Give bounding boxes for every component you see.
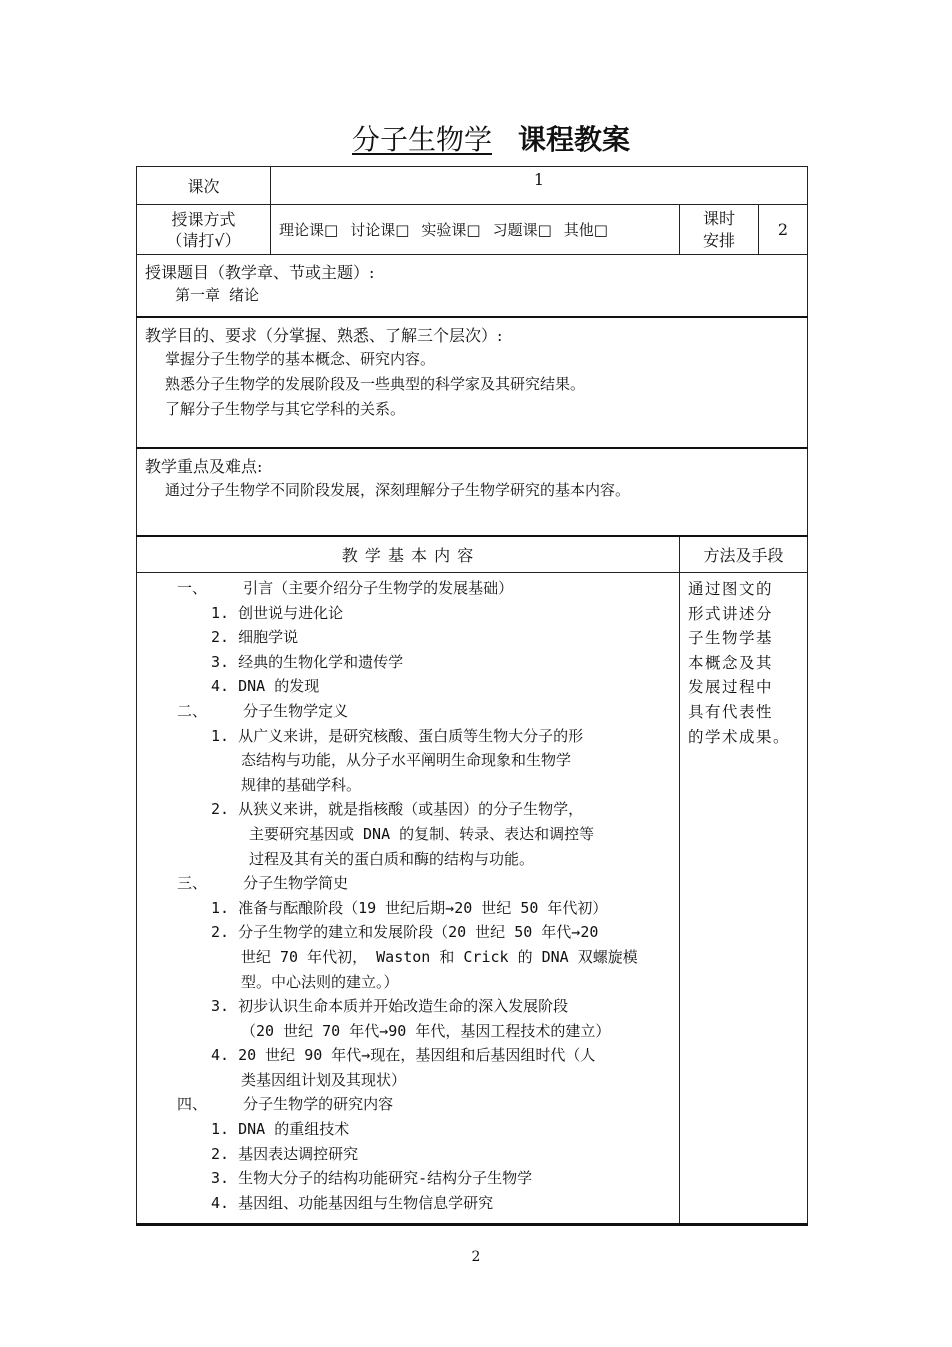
- content-line: 4. DNA 的发现: [211, 677, 320, 696]
- document-title: [0, 122, 952, 158]
- content-line: 4. 基因组、功能基因组与生物信息学研究: [211, 1193, 494, 1212]
- hours-label-line1: 课时: [702, 208, 735, 228]
- content-heading: 教 学 基 本 内 容: [137, 536, 680, 573]
- content-line: 3. 生物大分子的结构功能研究-结构分子生物学: [211, 1169, 533, 1188]
- content-line: 类基因组计划及其现状）: [241, 1070, 407, 1089]
- content-line: 一、 引言（主要介绍分子生物学的发展基础）: [177, 579, 514, 597]
- lesson-plan-table: [136, 166, 808, 1226]
- hours-label: [680, 205, 759, 255]
- method-label-line1: 授课方式: [171, 209, 236, 229]
- method-heading: 方法及手段: [680, 536, 808, 573]
- content-line: 世纪 70 年代初， Waston 和 Crick 的 DNA 双螺旋模: [241, 947, 638, 966]
- doc-title: 课程教案: [518, 123, 631, 156]
- content-line: （20 世纪 70 年代→90 年代，基因工程技术的建立）: [241, 1021, 611, 1040]
- content-line: 1. 准备与酝酿阶段（19 世纪后期→20 世纪 50 年代初）: [211, 898, 608, 917]
- content-line: 二、 分子生物学定义: [177, 701, 349, 720]
- lesson-label: 课次: [137, 167, 271, 205]
- content-body: [137, 573, 680, 1225]
- topic-cell: [137, 255, 808, 317]
- page-number: 2: [471, 1249, 481, 1265]
- course-name: 分子生物学: [351, 123, 492, 156]
- key-points-value: 通过分子生物学不同阶段发展，深刻理解分子生物学研究的基本内容。: [165, 480, 631, 499]
- content-line: 3. 经典的生物化学和遗传学: [211, 652, 404, 671]
- hours-value: 2: [759, 205, 808, 255]
- method-line: 子生物学基: [688, 629, 774, 648]
- option-theory[interactable]: 理论课□: [279, 221, 339, 239]
- content-line: 2. 基因表达调控研究: [211, 1144, 359, 1163]
- content-line: 3. 初步认识生命本质并开始改造生命的深入发展阶段: [211, 997, 569, 1016]
- content-line: 型。中心法则的建立。）: [241, 972, 399, 991]
- hours-label-line2: 安排: [702, 230, 735, 250]
- content-line: 1. 从广义来讲，是研究核酸、蛋白质等生物大分子的形: [211, 726, 584, 745]
- option-discussion[interactable]: 讨论课□: [350, 221, 410, 239]
- content-line: 2. 从狭义来讲，就是指核酸（或基因）的分子生物学，: [211, 800, 584, 819]
- key-points-heading: 教学重点及难点:: [145, 456, 263, 476]
- topic-value: 第一章 绪论: [175, 286, 260, 304]
- method-line: 发展过程中: [688, 678, 774, 697]
- content-line: 四、 分子生物学的研究内容: [177, 1095, 394, 1114]
- method-line: 形式讲述分: [688, 604, 774, 623]
- objectives-heading: 教学目的、要求（分掌握、熟悉、了解三个层次）:: [145, 325, 503, 345]
- lesson-value: 1: [271, 167, 808, 205]
- content-line: 1. DNA 的重组技术: [211, 1120, 350, 1139]
- objectives-item: 掌握分子生物学的基本概念、研究内容。: [165, 349, 436, 368]
- content-lines: [137, 576, 679, 1215]
- content-line: 2. 分子生物学的建立和发展阶段（20 世纪 50 年代→20: [211, 923, 599, 942]
- method-lines: [688, 577, 799, 749]
- content-line: 规律的基础学科。: [241, 775, 362, 794]
- key-points-cell: [137, 448, 808, 536]
- option-lab[interactable]: 实验课□: [421, 221, 481, 239]
- method-label-line2: （请打√）: [166, 230, 241, 250]
- objectives-item: 熟悉分子生物学的发展阶段及一些典型的科学家及其研究结果。: [165, 374, 586, 393]
- objectives-item: 了解分子生物学与其它学科的关系。: [165, 399, 406, 418]
- content-line: 态结构与功能，从分子水平阐明生命现象和生物学: [241, 751, 572, 770]
- objectives-cell: [137, 317, 808, 448]
- method-label: [137, 205, 271, 255]
- content-line: 过程及其有关的蛋白质和酶的结构与功能。: [249, 849, 535, 868]
- content-line: 主要研究基因或 DNA 的复制、转录、表达和调控等: [249, 824, 595, 843]
- content-line: 4. 20 世纪 90 年代→现在，基因组和后基因组时代（人: [211, 1046, 596, 1065]
- option-exercise[interactable]: 习题课□: [492, 221, 552, 239]
- option-other[interactable]: 其他□: [563, 221, 608, 239]
- method-body: [680, 573, 808, 1225]
- topic-heading: 授课题目（教学章、节或主题）:: [145, 263, 375, 282]
- content-line: 三、 分子生物学简史: [177, 874, 349, 893]
- method-line: 具有代表性: [688, 702, 774, 721]
- method-line: 本概念及其: [688, 653, 774, 672]
- method-line: 通过图文的: [688, 580, 774, 598]
- content-line: 1. 创世说与进化论: [211, 603, 344, 622]
- method-line: 的学术成果。: [688, 727, 791, 746]
- content-line: 2. 细胞学说: [211, 628, 299, 647]
- method-options: [271, 205, 680, 255]
